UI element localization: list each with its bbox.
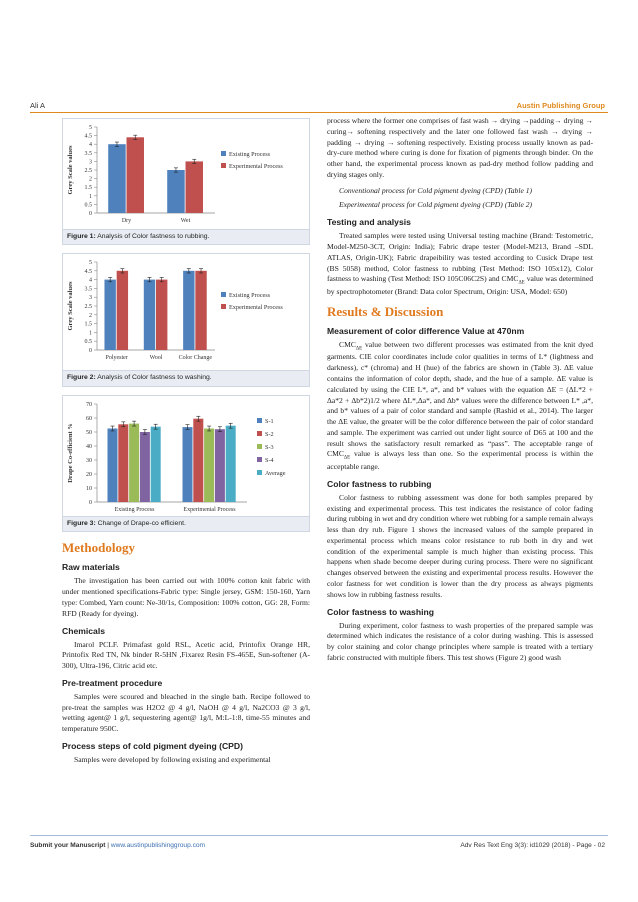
y-tick-label: 5 bbox=[89, 260, 92, 267]
measurement-heading: Measurement of color difference Value at 470nm bbox=[327, 325, 525, 336]
testing-text-b: value was determined by spectrophotometer (Brand: Data color Spectrum, Origin: USA, Model: 650) bbox=[327, 274, 594, 296]
testing-text-a: Treated samples were tested using Universal testing machine (Brand: Testometric, Model-M250-3CT, Origin: India); Fabric drape tester (Model-M213, Brand –SDL ATLAS, Origin-UK); Fabric drapeibility was tested according to Cusick Drape test (BS 5058) method, Color fastness to rubbing (Test Method: ISO 105x12), Color fastness to washing (Test Method: ISO 105C06C2S) and CMC bbox=[327, 231, 593, 284]
right-column bbox=[327, 116, 593, 666]
figure-1-caption bbox=[63, 229, 309, 244]
y-tick-label: 1 bbox=[89, 330, 92, 337]
figure-3 bbox=[62, 395, 310, 532]
y-tick-label: 0 bbox=[89, 211, 92, 217]
figure-2 bbox=[62, 253, 310, 386]
testing-sub-de: ΔE bbox=[518, 280, 525, 286]
rubbing-heading: Color fastness to rubbing bbox=[327, 478, 432, 489]
y-tick-label: 40 bbox=[86, 443, 92, 450]
footer-submit-label: Submit your Manuscript bbox=[30, 842, 106, 849]
bar bbox=[104, 280, 115, 350]
footer-submit bbox=[30, 842, 205, 849]
y-tick-label: 30 bbox=[86, 457, 92, 464]
x-tick-label: Wool bbox=[149, 355, 163, 362]
y-tick-label: 4.5 bbox=[84, 269, 92, 276]
testing-heading: Testing and analysis bbox=[327, 217, 411, 228]
x-tick-label: Dry bbox=[121, 218, 132, 224]
figure-2-chart bbox=[63, 254, 309, 370]
y-tick-label: 0 bbox=[89, 348, 92, 355]
y-tick-label: 0 bbox=[89, 499, 92, 506]
bar bbox=[108, 144, 125, 213]
legend-swatch bbox=[257, 470, 262, 475]
y-tick-label: 2.5 bbox=[84, 304, 92, 311]
legend-swatch bbox=[221, 163, 226, 168]
bar bbox=[140, 432, 150, 502]
measurement-text bbox=[327, 340, 593, 473]
left-column bbox=[62, 118, 310, 768]
rubbing-text: Color fastness to rubbing assessment was done for both samples prepared by existing and experimental process. This test indicates the resistance of color fading during rubbing in wet and dry condition where wet rubbing for a sample remain always less than dry rub. Figure 1 shows the increased values of the sample prepared in experimental process which means color resistance to rub both in dry and wet condition of the experimental sample is much higher than existing process. This happens when shade become deeper during curing process. There were no significant changes observed between the existing and experimental process results. However the color fastness for wet condition is lower than the dry process as always pigments shows low in rubbing fastness results. bbox=[327, 492, 593, 599]
measurement-sub-de-2: ΔE bbox=[343, 455, 351, 461]
experimental-process-ref: Experimental process for Cold pigment dyeing (CPD) (Table 2) bbox=[339, 200, 533, 210]
raw-materials-heading: Raw materials bbox=[62, 562, 120, 573]
y-tick-label: 1.5 bbox=[84, 322, 92, 329]
washing-text: During experiment, color fastness to wash properties of the prepared sample was determined which indicates the resistance of a color during washing. This is assessed by color staining and color change principles where sample is treated with a tertiary fabric constructed with multiple fibers. This test shows (Figure 2) good wash bbox=[327, 620, 593, 662]
legend-swatch bbox=[257, 457, 262, 462]
y-axis-label: Grey Scale values bbox=[67, 145, 74, 195]
process-steps-heading: Process steps of cold pigment dyeing (CPD) bbox=[62, 741, 243, 752]
y-tick-label: 0.5 bbox=[84, 202, 92, 209]
y-tick-label: 4.5 bbox=[84, 133, 92, 140]
y-axis-label: Drape Co-efficient % bbox=[67, 423, 74, 483]
legend-label: S-3 bbox=[265, 443, 274, 451]
process-intro-text: process where the former one comprises of fast wash → drying →padding→ drying → curing→ softening respectively and the later one followed fast wash → drying → padding → drying → softening respectively. Existing process usually known as pad-dry-cure method where curing is done for fixation of pigments through binder. On the other hand, the experimental process known as pad-dry method follow padding and drying stages only. bbox=[327, 116, 593, 179]
bar bbox=[183, 427, 193, 502]
y-tick-label: 2 bbox=[89, 176, 92, 183]
bar bbox=[156, 280, 167, 350]
process-steps-text: Samples were developed by following existing and experimental bbox=[74, 755, 271, 765]
y-tick-label: 3.5 bbox=[84, 150, 92, 157]
header-publisher: Austin Publishing Group bbox=[516, 101, 605, 110]
bar bbox=[118, 424, 128, 502]
measurement-sub-de: ΔE bbox=[355, 346, 363, 352]
chemicals-heading: Chemicals bbox=[62, 625, 105, 636]
bar bbox=[183, 271, 194, 350]
results-title: Results & Discussion bbox=[327, 303, 444, 319]
legend-swatch bbox=[221, 304, 226, 309]
bar bbox=[144, 280, 155, 350]
bar bbox=[204, 428, 214, 502]
footer-divider bbox=[30, 835, 608, 836]
y-tick-label: 5 bbox=[89, 125, 92, 131]
y-tick-label: 3 bbox=[89, 295, 92, 302]
y-tick-label: 4 bbox=[89, 142, 92, 149]
bar bbox=[215, 429, 225, 502]
footer-citation: Adv Res Text Eng 3(3): id1029 (2018) - Page - 02 bbox=[460, 842, 605, 849]
bar bbox=[226, 426, 236, 502]
y-tick-label: 60 bbox=[86, 415, 92, 422]
y-tick-label: 10 bbox=[86, 485, 92, 492]
testing-text bbox=[327, 231, 593, 298]
figure-1-text: Analysis of Color fastness to rubbing. bbox=[95, 233, 210, 240]
bar bbox=[186, 161, 203, 213]
x-tick-label: Polyester bbox=[105, 355, 128, 362]
legend-swatch bbox=[221, 151, 226, 156]
figure-2-label: Figure 2: bbox=[67, 374, 96, 382]
legend-label: S-4 bbox=[265, 456, 274, 464]
y-tick-label: 1.5 bbox=[84, 185, 92, 192]
bar bbox=[193, 419, 203, 502]
pretreatment-text: Samples were scoured and bleached in the single bath. Recipe followed to pre-treat the samples was H2O2 @ 4 g/l, NaOH @ 4 g/l, Na2CO3 @ 3 g/l, wetting agent@ 1 g/l, sequestering agent@ 1g/l, M:L-1:8, time-55 minutes and temperature 950C. bbox=[62, 691, 310, 734]
y-tick-label: 4 bbox=[89, 278, 92, 285]
figure-1 bbox=[62, 118, 310, 245]
y-tick-label: 3 bbox=[89, 159, 92, 166]
pretreatment-heading: Pre-treatment procedure bbox=[62, 677, 163, 688]
bar bbox=[129, 424, 139, 502]
bar bbox=[108, 428, 118, 502]
legend-swatch bbox=[257, 418, 262, 423]
legend-swatch bbox=[221, 292, 226, 297]
measurement-text-a: value between two different processes was estimated from the knit dyed garments. CIE color coordinates include color qualities in terms of L* (lightness and darkness), c* (chroma) and H (hue) of the fabrics are shown in (Table 3). ΔE value contains the information of color depth, shade, and the hue of a sample. ΔE value is calculated by using the CIE L*, a*, and b* values with the equation ΔE = (ΔL*2 + Δa*2 + Δb*2)1/2 where ΔL*,Δa*, and Δb* values were the difference between L* ,a*, and b* values of a pair of color standard and sample (Rashid et al., 2014). The larger the ΔE value, the greater will be the color difference between the pair of color standard and sample. The experiment was carried out under light source of D65 at 100 and the result shows the satisfactory result remarked as “pass”. The acceptable range of CMC bbox=[327, 339, 593, 459]
figure-2-text: Analysis of Color fastness to washing. bbox=[95, 374, 212, 382]
legend-label: Experimental Process bbox=[229, 304, 283, 312]
measurement-text-b: value is always less than one. So the experimental process is within the acceptable range. bbox=[327, 449, 593, 472]
header-author: Ali A bbox=[30, 101, 46, 110]
legend-label: Existing Process bbox=[229, 151, 271, 158]
legend-label: S-2 bbox=[265, 430, 274, 438]
x-tick-label: Wet bbox=[180, 218, 191, 224]
y-tick-label: 2.5 bbox=[84, 168, 92, 174]
legend-swatch bbox=[257, 431, 262, 436]
conventional-process-ref: Conventional process for Cold pigment dyeing (CPD) (Table 1) bbox=[339, 185, 533, 195]
footer-url-link[interactable]: www.austinpublishinggroup.com bbox=[110, 842, 206, 849]
footer-separator: | bbox=[105, 842, 111, 849]
y-tick-label: 20 bbox=[86, 471, 92, 478]
figure-1-label: Figure 1: bbox=[67, 233, 96, 240]
y-tick-label: 70 bbox=[86, 401, 92, 408]
legend-label: Average bbox=[265, 469, 286, 477]
legend-label: S-1 bbox=[265, 417, 274, 425]
bar bbox=[167, 170, 184, 213]
y-tick-label: 0.5 bbox=[84, 339, 92, 346]
y-tick-label: 3.5 bbox=[84, 286, 92, 293]
x-tick-label: Color Change bbox=[178, 355, 213, 362]
figure-1-chart bbox=[63, 119, 309, 229]
header-divider bbox=[30, 112, 608, 113]
measurement-cmc: CMC bbox=[339, 339, 356, 349]
figure-3-text: Change of Drape-co efficient. bbox=[95, 519, 186, 527]
figure-2-caption bbox=[63, 370, 309, 385]
bar bbox=[127, 137, 144, 213]
y-axis-label: Grey Scale values bbox=[67, 281, 74, 331]
washing-heading: Color fastness to washing bbox=[327, 606, 434, 617]
chemicals-text: Imarol PCLF. Primafast gold RSL, Acetic acid, Printofix Orange HR, Printofix Red TN, Nk binder R-5HN ,Fixarez Resin FS-465E, Sun-softener (A-300), Ultra-196, Citric acid etc. bbox=[62, 639, 310, 671]
x-tick-label: Experimental Process bbox=[183, 506, 236, 513]
methodology-title: Methodology bbox=[62, 540, 135, 556]
y-tick-label: 50 bbox=[86, 429, 92, 436]
x-tick-label: Existing Process bbox=[114, 506, 155, 513]
raw-materials-text: The investigation has been carried out with 100% cotton knit fabric with under mentioned specifications-Fabric type: Single jersey, GSM: 150-160, Yarn type: Combed, Yarn count: Ne-30/1s, Composition: 100% cotton, GG: 28, Form: RFD (Ready for dyeing). bbox=[62, 576, 310, 618]
legend-label: Existing Process bbox=[229, 292, 271, 300]
bar bbox=[151, 427, 161, 502]
bar bbox=[117, 271, 128, 350]
figure-3-chart bbox=[63, 396, 309, 516]
bar bbox=[195, 271, 206, 350]
figure-3-label: Figure 3: bbox=[67, 519, 96, 527]
legend-swatch bbox=[257, 444, 262, 449]
figure-3-caption bbox=[63, 516, 309, 531]
y-tick-label: 1 bbox=[89, 193, 92, 200]
y-tick-label: 2 bbox=[89, 313, 92, 320]
legend-label: Experimental Process bbox=[229, 163, 283, 170]
